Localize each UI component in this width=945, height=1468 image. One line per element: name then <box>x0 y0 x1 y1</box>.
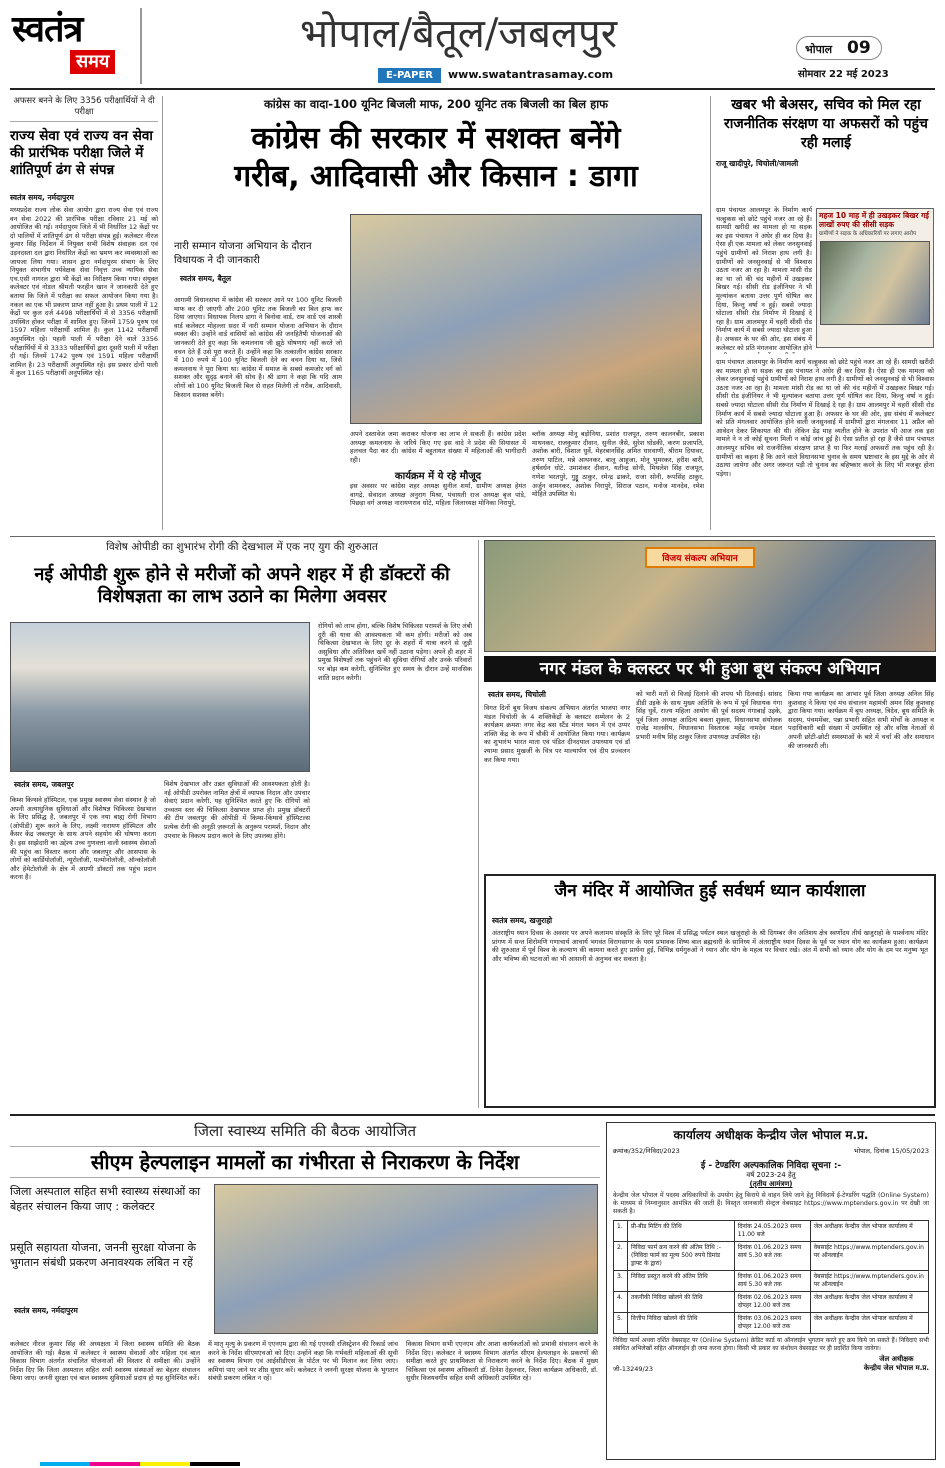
jain-story <box>484 874 936 1108</box>
booth-col3: किया गया कार्यक्रम का आभार पूर्व जिला अध्यक्ष अनिल सिंह कुशवाह ने किया एवं मंच संचालन महामंत्री अमन सिंह कुशवाह द्वारा किया गया। कार्यक्रम में बूथ अध्यक्ष, त्रिदेव, बूथ समिति के सदस्य, पंचममेंबर, पन्ना प्रभारी सहित सभी मोर्चों के अध्यक्ष व पदाधिकारी बड़ी संख्या में उपस्थित रहे और वरिष्ठ नेताओं से अपनी छोटी-छोटी समस्याओं के बारे में चर्चा की और समाधान की जानकारी ली। <box>788 690 934 750</box>
edition-title: भोपाल/बैतूल/जबलपुर <box>300 11 618 57</box>
logo-bottom: समय <box>70 50 115 74</box>
opd-col3: रोगियों को लाभ होगा, बल्कि विशेष चिकित्सा परामर्श के लिए लंबी दूरी की यात्रा की आवश्यकता भी कम होगी। मरीजों को अब चिकित्सा देखभाल के लिए दूर के शहरों में यात्रा करने से जुड़ी असुविधा और अतिरिक्त खर्चे नहीं उठाना पड़ेगा। अपने ही शहर में प्रमुख विशेषज्ञों तक पहुंचने की सुविधा रोगियों और उनके परिवारों पर बोझ कम करेगी, सुनिश्चित हुए समय के दौरान उन्हें मानसिक शांति प्रदान करेगी। <box>318 622 472 682</box>
tender-ref-row <box>613 1146 929 1155</box>
right-body-top <box>716 206 812 354</box>
booth-headline: नगर मंडल के क्लस्टर पर भी हुआ बूथ संकल्प अभियान <box>484 656 936 682</box>
opd-story <box>10 540 474 1108</box>
booth-photo <box>484 540 936 652</box>
masthead-divider <box>140 8 142 84</box>
table-cell: दिनांक 02.06.2023 समय दोपहर 12.00 बजे तक <box>734 1292 810 1313</box>
opd-photo <box>10 622 310 772</box>
cm-col1: कलेक्टर नीरज कुमार सिंह की अध्यक्षता में जिला स्वास्थ्य समिति की बैठक आयोजित की गई। बैठक में कलेक्टर ने स्वास्थ्य सेवाओं और महिला एवं बाल विकास विभाग अंतर्गत संचालित योजनाओं की विस्तार से समीक्षा की। उन्होंने निर्देश दिए कि जिला अस्पताल सहित सभी स्वास्थ्य संस्थाओं का बेहतर संचालन किया जाए। जननी सुरक्षा एवं बाल स्वास्थ्य सुविधाओं प्रदाय हो यह सुनिश्चित करें। <box>10 1340 200 1383</box>
left-kicker: अफसर बनने के लिए 3356 परीक्षार्थियों ने दी परीक्षा <box>10 96 158 122</box>
lead-col3: अपने दस्तावेज जमा कराकर योजना का लाभ ले सकती हैं। कांग्रेस प्रदेश अध्यक्ष कमलनाथ के जरिये किए गए इस वादे ने प्रदेश की सियासत में हलचल पैदा कर दी। कांग्रेस में बहुतायत संख्या में महिलाओं की भागीदारी रही। <box>350 430 526 464</box>
website-link[interactable]: www.swatantrasamay.com <box>448 68 614 81</box>
left-headline: राज्य सेवा एवं राज्य वन सेवा की प्रारंभिक परीक्षा जिले में शांतिपूर्ण ढंग से संपन्न <box>10 128 153 178</box>
lead-headline-2: गरीब, आदिवासी और किसान : डागा <box>234 159 638 194</box>
tender-footer: निविदा फार्म अथवा दर्शित वेबसाइट पर (Online System) क्रेडिट कार्ड या ऑनलाईन भुगतान करते हुए क्रय किये जा सकते हैं। निविदाएं सभी संबंधित अभिलेखों सहित ऑनलाईन ही जमा करना होगा। किसी भी प्रकार का संशोधन वेबसाइट पर ही प्रदर्शित किया जावेगा। <box>613 1337 929 1352</box>
news-clip <box>816 208 934 348</box>
table-cell: वित्तीय निविदा खोलने की तिथि <box>628 1313 735 1334</box>
column-divider <box>162 96 163 530</box>
lead-story <box>166 96 706 534</box>
clip-title: महज 10 माह में ही उखड़कर बिखर गई लाखों रुपए की सीसी सड़क <box>819 211 929 229</box>
tender-title: ई - टेण्डरिंग अल्पकालिक निविदा सूचना :- <box>700 1161 842 1171</box>
cm-headline: सीएम हेल्पलाइन मामलों का गंभीरता से निराकरण के निर्देश <box>10 1146 600 1178</box>
lead-col4: ब्लॉक अध्यक्ष मोनू बड़ोनिया, प्रशांत राजपूत, तरुण कालनबीर, प्रकाश माथनकर, राजकुमार दीवान, सुनील जैसे, सुरेश घोडकी, करण प्रजापति, अशोक बारी, विशाल धुर्वे, मेहरबानसिंह अमित धारवाणी, श्रीराम दियावर, तरुण पाटिल, मन्ने आथनकर, बालू आहूजा, मोनू भुमरकर, हरीश बारी, हर्षवर्धन धोटे, उमाशंकर दीवान, यतीन्द्र सोनी, मिथलेश सिंह राजपूत, गणेश भरतपुरे, गुड्डू ठाकुर, रमेन्द्र ढाकरे, राजा सोनी, रूपसिंह ठाकुर, अर्जुन वामनकर, अशोक निरापुरे, सिराज पठान, मनोज मानदेव, रमेश मोहिते उपस्थित थे। <box>532 430 704 499</box>
cm-photo <box>214 1184 598 1334</box>
table-row <box>614 1242 929 1271</box>
opd-byline: स्वतंत्र समय, जबलपुर <box>14 780 74 789</box>
table-cell: प्री-बीड मिटिंग की तिथि <box>628 1221 735 1242</box>
lead-col3b: इस अवसर पर कांग्रेस शहर अध्यक्ष सुनील शर्मा, ग्रामीण अध्यक्ष हेमंत वागद्रे, सेवादल अध्यक्ष अनुराग मिश्रा, पंचायती राज अध्यक्ष बृज पांडे, पिछड़ा वर्ग अध्यक्ष नारायणराव धोटे, महिला जिलाध्यक्ष मोनिका निरापुरे, <box>350 482 526 508</box>
booth-byline: स्वतंत्र समय, चिचोली <box>488 690 546 699</box>
table-row <box>614 1271 929 1292</box>
table-cell: 2. <box>614 1242 628 1271</box>
lead-subhead: नारी सम्मान योजना अभियान के दौरान विधायक ने दी जानकारी <box>174 241 312 266</box>
section-rule <box>10 536 935 537</box>
tender-call: (तृतीय आमंत्रण) <box>749 1180 793 1188</box>
lead-col1: आगामी विधानसभा में कांग्रेस की सरकार आने पर 100 यूनिट बिजली माफ कर दी जाएगी और 200 यूनिट तक बिजली का बिल हाफ कर दिया जाएगा। विधायक निलय डागा ने बिनोवा वार्ड, राम वार्ड एवं शास्त्री वार्ड कलेक्टर मोहल्ला सदर में नारी सम्मान योजना अभियान के दौरान व्यक्त की। उन्होंने वार्ड वासियों को कांग्रेस की जनहितैषी योजनाओं की जानकारी देते हुए कहा कि कमलनाथ जी झूठे घोषणाएं नहीं करते जो वचन देते हैं उसे पूरा करते हैं। उन्होंने कहा कि तत्कालीन कांग्रेस सरकार में 100 रुपये में 100 यूनिट बिजली देने का वचन दिया था, जिसे कमलनाथ ने पूरा किया था। कांग्रेस में समाज के सबसे कमजोर वर्ग को सशक्त और सुदृढ़ बनाने की सोच है। श्री डागा ने कहा कि यदि आम लोगों को 100 यूनिट बिजली बिल से राहत मिलेगी तो गरीब, आदिवासी, किसान सशक्त बनेंगे। <box>174 296 342 399</box>
lead-headline-1: कांग्रेस की सरकार में सशक्त बनेंगे <box>251 121 621 156</box>
table-row <box>614 1221 929 1242</box>
lead-sub2: कार्यक्रम में ये रहे मौजूद <box>394 471 482 482</box>
right-body: ग्राम पंचायत आलमपुर के निर्माण कार्य चल्हुकस को छोटे पहुंचे नजर आ रहे हैं। सामग्री खरीदी का मामला हो या सड़क का इस पंचायत ने अंधेर ही कर दिया है। ऐसा ही एक मामला को लेकर जनसुनवाई पहुंचे ग्रामीणों को निराश हाथ लगी है। ग्रामीणों को जनसुनवाई से भी विश्वास उठता नजर आ रहा है। मामला मांसी रोड का था जो की चंद महीनों में उखड़कर बिखर गई। सीसी रोड इंजीनियर ने भी मूल्यांकन बताया उत्तर पूर्ण घोषित कर दिया, किन्तु वर्षा न हुई। सबसे ज्यादा घोटाला सीसी रोड निर्माण में दिखाई दे रहा है। ग्राम आलमपुर में चहरी सीसी रोड निर्माण कार्य में सबसे ज्यादा घोटाला हुआ है। अफसर के घर की ओर, इस संबंध में कलेक्टर को प्रति मंगलवार आयोजित होने <box>716 206 812 352</box>
clip-sub: ग्रामीणों ने सड़क के अधिकारियों पर लगाए आरोप <box>819 231 917 237</box>
page-number: 09 <box>847 38 871 58</box>
jain-body: अंतराष्ट्रीय ध्यान दिवस के अवसर पर अपने कलामय संस्कृति के लिए पूरे विश्व में प्रसिद्ध पर्यटन स्थल खजुराहो के श्री दिगम्बर जैन अतिशय क्षेत्र स्वर्णोदय तीर्थ खजुराहो के पार्श्वनाथ मंदिर प्रांगण में सन्त शिरोमणि गणाचार्य आचार्य भगवंत विरागसागर के परम प्रभावक शिष्य बाल ब्रह्मचारी के सानिध्य में अंतराष्ट्रीय ध्यान दिवस के पूर्व पर ध्यान योग का कार्यक्रम हुआ। कार्यक्रम की शुरुआत में पूर्व विश्व के कल्याण की कामना करते हुए प्रार्थना हुई, विभिन्न धर्मगुरुओं ने ध्यान और योग के महत्व पर विचार रखे। अंत में सभी को ध्यान और योग के दम पर मनुष्य भूत और भविष्य की घटनाओं का भी आसानी से अनुभव कर सकता है। <box>492 929 928 963</box>
cm-quote-2: प्रसूति सहायता योजना, जननी सुरक्षा योजना के भुगतान संबंधी प्रकरण अनावश्यक लंबित न रहें <box>10 1241 196 1269</box>
table-cell: निविदा फार्म क्रय करने की अंतिम तिथि :- (निविदा फार्म का मूल्य 500 रुपये डिमांड ड्राफ्ट के द्वारा) <box>628 1242 735 1271</box>
table-row <box>614 1292 929 1313</box>
booth-banner: विजय संकल्प अभियान <box>645 547 755 568</box>
tender-ad-code: जी-13249/23 <box>613 1364 653 1373</box>
table-cell: निविदा प्रस्तुत करने की अंतिम तिथि <box>628 1271 735 1292</box>
table-cell: जेल अधीक्षक केन्द्रीय जेल भोपाल कार्यालय में <box>810 1292 928 1313</box>
column-divider <box>478 540 479 1108</box>
opd-col1: किम्स किंग्सवे हॉस्पिटल, एक प्रमुख स्वास्थ्य सेवा संस्थान है जो अपनी अत्याधुनिक सुविधाओं और विशेषज्ञ चिकित्सा देखभाल के लिए प्रसिद्ध है, जबलपुर में एक नया बाह्य रोगी विभाग (ओपीडी) शुरू करने के लिए, लक्ष्मी नारायण हॉस्पिटल और कैंसर केंद्र जबलपुर के साथ अपने सहयोग की घोषणा करता है। इस साझेदारी का उद्देश्य उच्च गुणवत्ता वाली स्वास्थ्य सेवाओं की पहुंच का विस्तार करना और जबलपुर और आसपास के लोगों को कार्डियोलॉजी, न्यूरोलॉजी, पल्मोनोलॉजी, ऑन्कोलॉजी और हेमेटोलॉजी के क्षेत्र में अग्रणी डॉक्टरों तक पहुंच प्रदान करना है। <box>10 796 156 882</box>
table-cell: दिनांक 01.06.2023 समय सायं 5.30 बजे तक <box>734 1271 810 1292</box>
cm-story <box>10 1120 600 1460</box>
tender-office: कार्यालय अधीक्षक केन्द्रीय जेल भोपाल म.प्र. <box>673 1128 869 1142</box>
tender-date: भोपाल, दिनांक 15/05/2023 <box>853 1147 929 1155</box>
tender-ref: क्रमांक/352/निविदा/2023 <box>613 1147 680 1155</box>
cm-kicker: जिला स्वास्थ्य समिति की बैठक आयोजित <box>193 1122 417 1140</box>
right-top-story <box>716 96 936 530</box>
table-cell: 3. <box>614 1271 628 1292</box>
tender-signatory <box>864 1355 929 1373</box>
section-rule <box>10 1114 935 1116</box>
table-cell: जेल अधीक्षक केन्द्रीय जेल भोपाल कार्यालय में <box>810 1221 928 1242</box>
booth-col1: विगत दिनों बूथ विजय संकल्प अभियान अंतर्गत भाजपा नगर मंडल चिचोली के 4 शक्तिकेंद्रों के क्लस्टर सम्मेलन के 2 कार्यक्रम क्रमशः नगर केंद्र बस स्टैंड मंगल भवन में एवं उप्पर शक्ति केंद्र के रूप में चौकी में आयोजित किया गया। कार्यक्रम का शुभारंभ भारत माता एवं पंडित दीनदयाल उपाध्याय एवं डॉ श्यामा प्रसाद मुखर्जी के चित्र पर माल्यार्पण एवं दीप प्रज्वलन कर किया गया। <box>484 704 630 764</box>
left-byline: स्वतंत्र समय, नर्मदापुरम <box>10 193 74 202</box>
cm-quote-1: जिला अस्पताल सहित सभी स्वास्थ्य संस्थाओं का बेहतर संचालन किया जाए : कलेक्टर <box>10 1185 201 1213</box>
lead-byline: स्वतंत्र समय, बैतूल <box>180 274 232 283</box>
lead-kicker: कांग्रेस का वादा-100 यूनिट बिजली माफ, 200 यूनिट तक बिजली का बिल हाफ <box>263 97 609 111</box>
left-top-story <box>10 96 158 526</box>
table-cell: जेल अधीक्षक केन्द्रीय जेल भोपाल कार्यालय में <box>810 1313 928 1334</box>
tender-sign-row <box>613 1355 929 1373</box>
masthead <box>0 0 945 90</box>
table-cell: तकनीकी निविदा खोलने की तिथि <box>628 1292 735 1313</box>
right-body-cont: ग्राम पंचायत आलमपुर के निर्माण कार्य चल्हुकस को छोटे पहुंचे नजर आ रहे हैं। सामग्री खरीदी का मामला हो या सड़क का इस पंचायत ने अंधेर ही कर दिया है। ऐसा ही एक मामला को लेकर जनसुनवाई पहुंचे ग्रामीणों को निराश हाथ लगी है। ग्रामीणों को जनसुनवाई से भी विश्वास उठता नजर आ रहा है। मामला मांसी रोड का था जो की चंद महीनों में उखड़कर बिखर गई। सीसी रोड इंजीनियर ने भी मूल्यांकन बताया उत्तर पूर्ण घोषित कर दिया, किन्तु वर्षा न हुई। सबसे ज्यादा घोटाला सीसी रोड निर्माण में दिखाई दे रहा है। ग्राम आलमपुर में चहरी सीसी रोड निर्माण कार्य में सबसे ज्यादा घोटाला हुआ है। अफसर के घर की ओर, इस संबंध में कलेक्टर को प्रति मंगलवार आयोजित होने वाली जनसुनवाई में ग्रामीणों द्वारा मंगलवार 11 अप्रैल को आवेदन देकर शिकायत की थी। लेकिन डेढ़ माह व्यतीत होने के उपरांत भी आज तक इस मामले ने न तो कोई सूचना मिली न कोई जांच हुई है। ऐसा प्रतीत हो रहा है जैसे ग्राम पंचायत आलमपुर सचिव को राजनीतिक संरक्षण प्राप्त है या फिर मलाई अफसरों तक पहुंच रही है। ग्रामीणों का कहना है कि आने वाले विधानसभा चुनाव के समय भ्रष्टाचार के इस मुद्दे के ओर से उठाया जायेगा और अगर जरूरत पड़ी तो चुनाव का बहिष्कार करने के लिए भी मजबूर होना पड़ेगा। <box>716 358 934 478</box>
booth-story <box>484 540 936 870</box>
colour-bar <box>40 1462 240 1466</box>
booth-col2: को भारी मतों से विजई दिलाने की शपथ भी दिलवाई। सांसद डीडी उइके के साथ मुख्य अतिथि के रूप में पूर्व विधायक गंगा सिंह धुर्वे, राज्य महिला आयोग की पूर्व सदस्य गंगाबाई उइके, पूर्व जिला अध्यक्ष आदित्य बबला शुक्ला, विधानसभा संयोजक राजेंद्र मालवीय, विधानसभा विस्तारक महेंद्र नामदेव मंडल प्रभारी मनीष सिंह ठाकुर जिला उपाध्यक्ष उपस्थित रहे। <box>636 690 782 741</box>
opd-headline: नई ओपीडी शुरू होने से मरीजों को अपने शहर में ही डॉक्टरों की विशेषज्ञता का लाभ उठाने का मिलेगा अवसर <box>34 564 450 607</box>
opd-col2: विशेष देखभाल और उन्नत सुविधाओं की आवश्यकता होती है। नई ओपीडी उपरोक्त नामित क्षेत्रों में व्यापक निदान और उपचार सेवाएं प्रदान करेगी, यह सुनिश्चित करते हुए कि रोगियों को उच्चतम स्तर की चिकित्सा देखभाल प्राप्त हो। प्रमुख डॉक्टरों की टीम जबलपुर की ओपीडी में किम्स-किंग्सवे हॉस्पिटल्स प्रत्येक रोगी की अनूठी ज़रूरतों के अनुरूप परामर्श, निदान और उपचार के विकल्प प्रदान करने के लिए उपलब्ध होंगे। <box>164 780 310 840</box>
table-row <box>614 1313 929 1334</box>
opd-kicker: विशेष ओपीडी का शुभारंभ रोगी की देखभाल में एक नए युग की शुरुआत <box>106 541 378 553</box>
jain-byline: स्वतंत्र समय, खजुराहो <box>492 916 553 925</box>
epaper-badge: E-PAPER <box>378 68 441 83</box>
table-cell: दिनांक 01.06.2023 समय सायं 5.30 बजे तक <box>734 1242 810 1271</box>
city-label: भोपाल <box>805 43 833 56</box>
tender-notice <box>606 1122 936 1460</box>
tender-intro: केन्द्रीय जेल भोपाल में पदस्थ अधिकारियों के उपयोग हेतु किराये से वाहन लिये जाने हेतु निविदायें ई-टेण्डरिंग पद्धति (Online System) के माध्यम से निम्नानुसार आमंत्रित की जाती हैं। विस्तृत जानकारी सेन्ट्रल वेबसाइट https://www.mptenders.gov.in पर देखी जा सकती है। <box>613 1192 929 1215</box>
cm-col2: में मातृ मृत्यु के प्रकरण में एएनएम द्वारा की गई एएनसी रजिस्ट्रेशन की रिकार्ड जांच करने के निर्देश सीएमएचओ को दिए। उन्होंने कहा कि गर्भवती महिलाओं की सूची का स्वास्थ्य विभाग एवं आईसीडीएस के पोर्टल पर भी मिलान कर लिया जाए। कमियां पाए जाने पर शीघ्र सुधार करें। कलेक्टर ने जननी सुरक्षा योजना के भुगतान संबंधी प्रकरण लंबित न रहें। <box>208 1340 398 1383</box>
jain-body-wrap <box>486 906 934 1111</box>
clip-photo <box>820 241 930 325</box>
right-byline: राजू खादीपुरे, चिचोली/जामली <box>716 159 799 168</box>
cm-byline: स्वतंत्र समय, नर्मदापुरम <box>14 1306 78 1315</box>
table-cell: दिनांक 03.06.2023 समय दोपहर 12.00 बजे तक <box>734 1313 810 1334</box>
table-cell: दिनांक 24.05.2023 समय 11.00 बजे <box>734 1221 810 1242</box>
column-divider <box>710 96 711 530</box>
logo-top: स्वतंत्र <box>12 8 83 50</box>
tender-year: वर्ष 2023-24 हेतु <box>746 1171 796 1179</box>
right-body-bottom <box>716 358 934 526</box>
lead-photo <box>350 214 702 424</box>
table-cell: 1. <box>614 1221 628 1242</box>
cm-col3: विकास विभाग सभी एएनएम और आशा कार्यकर्ताओं को प्रभावी संचालन करने के निर्देश दिए। कलेक्टर ने स्वास्थ्य विभाग अंतर्गत सीएम हेल्पलाइन के प्रकरणों की समीक्षा करते हुए प्राथमिकता से निराकरण करने के निर्देश दिए। बैठक में मुख्य चिकित्सा एवं स्वास्थ्य अधिकारी डॉ. दिनेश देहलवार, जिला कार्यक्रम अधिकारी, डॉ. सुधीर विजयवर्गीय सहित सभी अधिकारी उपस्थित रहे। <box>406 1340 598 1383</box>
jain-headline: जैन मंदिर में आयोजित हुई सर्वधर्म ध्यान कार्यशाला <box>554 881 866 901</box>
table-cell: वेबसाईट https://www.mptenders.gov.in पर ऑनलाईन <box>810 1271 928 1292</box>
table-cell: 4. <box>614 1292 628 1313</box>
masthead-rule <box>10 88 935 90</box>
issue-date: सोमवार 22 मई 2023 <box>798 69 889 80</box>
tender-signatory-1: जेल अधीक्षक <box>879 1354 914 1363</box>
table-cell: वेबसाईट https://www.mptenders.gov.in पर ऑनलाईन <box>810 1242 928 1271</box>
left-body: मध्यप्रदेश राज्य लोक सेवा आयोग द्वारा राज्य सेवा एवं राज्य वन सेवा 2022 की प्रारंभिक परीक्षा रविवार 21 मई को आयोजित की गई। नर्मदापुरम जिले में भी निर्धारित 12 केंद्रों पर दो पालियों में शांतिपूर्ण ढंग से परीक्षा संपन्न हुई। कलेक्टर नीरज कुमार सिंह निर्देशन में नियुक्त सभी विशेष संवाहक दल एवं उड़नदस्ता दल द्वारा निर्धारित केंद्रों का भ्रमण कर व्यवस्थाओं का जायजा लिया गया। शासन द्वारा नर्मदापुरम संभाग के लिए नियुक्त संभागीय पर्यवेक्षक सेवा निवृत्त उच्च न्यायिक सेवा एच.एसी नागरल द्वारा भी केंद्रों का निरीक्षण किया गया। संयुक्त कलेक्टर एवं नोडल श्रीमती फरहीन खान ने जानकारी देते हुए बताया कि जिले में परीक्षा का सफल आयोजन किया गया है। नकल का एक भी प्रकरण प्राप्त नहीं हुआ है। प्रथम पाली में 12 केंद्रों पर कुल दर्ज 4498 परीक्षार्थियों में से 3356 परीक्षार्थी उपस्थित होकर परीक्षा में शामिल हुए। जिनमें 1759 पुरुष एवं 1597 महिला परीक्षार्थी शामिल है। कुल 1142 परीक्षार्थी अनुपस्थित रहे। पहली पाली में परीक्षा देने वाले 3356 परीक्षार्थियों में से 3333 परीक्षार्थियों द्वारा दूसरी पाली में परीक्षा दी गई। जिनमें 1742 पुरुष एवं 1591 महिला परीक्षार्थी शामिल है। 23 परीक्षार्थी अनुपस्थित रहे। इस प्रकार दोनों पाली में कुल 1165 परीक्षार्थी अनुपस्थित रहे। <box>10 206 158 378</box>
table-cell: 5. <box>614 1313 628 1334</box>
page-box <box>796 36 882 60</box>
right-headline: खबर भी बेअसर, सचिव को मिल रहा राजनीतिक संरक्षण या अफसरों को पहुंच रही मलाई <box>724 97 928 151</box>
left-body-wrap <box>10 185 158 502</box>
tender-signatory-2: केन्द्रीय जेल भोपाल म.प्र. <box>863 1363 929 1372</box>
tender-table <box>613 1220 929 1334</box>
logo <box>12 8 130 82</box>
